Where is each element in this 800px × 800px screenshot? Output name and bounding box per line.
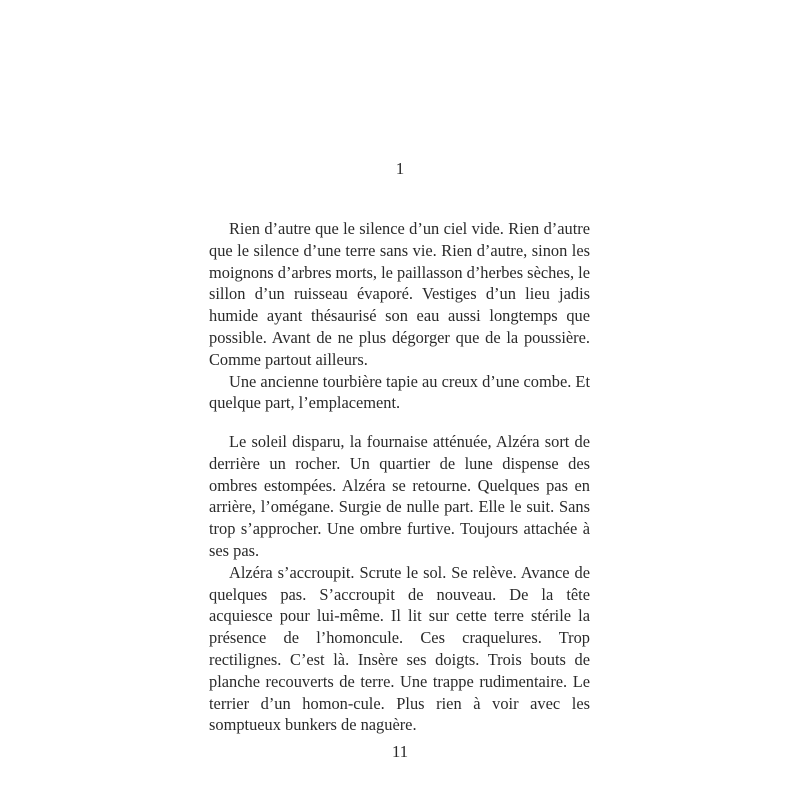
section-1 xyxy=(209,218,590,414)
paragraph: Alzéra s’accroupit. Scrute le sol. Se relève. Avance de quelques pas. S’accroupit de nouveau. De la tête acquiesce pour lui-même. Il lit sur cette terre stérile la présence de l’homoncule. Ces craquelures. Trop rectilignes. C’est là. Insère ses doigts. Trois bouts de planche recouverts de terre. Une trappe rudimentaire. Le terrier d’un homon-cule. Plus rien à voir avec les somptueux bunkers de naguère. xyxy=(209,562,590,735)
page-number: 11 xyxy=(391,742,409,761)
chapter-number: 1 xyxy=(395,159,405,178)
paragraph: Rien d’autre que le silence d’un ciel vide. Rien d’autre que le silence d’une terre sans vie. Rien d’autre, sinon les moignons d’arbres morts, le paillasson d’herbes sèches, le sillon d’un ruisseau évaporé. Vestiges d’un lieu jadis humide ayant thésaurisé son eau aussi longtemps que possible. Avant de ne plus dégorger que de la poussière. Comme partout ailleurs. xyxy=(209,219,590,369)
section-2 xyxy=(209,431,590,736)
paragraph: Le soleil disparu, la fournaise atténuée, Alzéra sort de derrière un rocher. Un quartier de lune dispense des ombres estompées. Alzéra se retourne. Quelques pas en arrière, l’omégane. Surgie de nulle part. Elle le suit. Sans trop s’approcher. Une ombre furtive. Toujours attachée à ses pas. xyxy=(209,432,590,560)
paragraph: Une ancienne tourbière tapie au creux d’une combe. Et quelque part, l’emplacement. xyxy=(209,371,590,413)
